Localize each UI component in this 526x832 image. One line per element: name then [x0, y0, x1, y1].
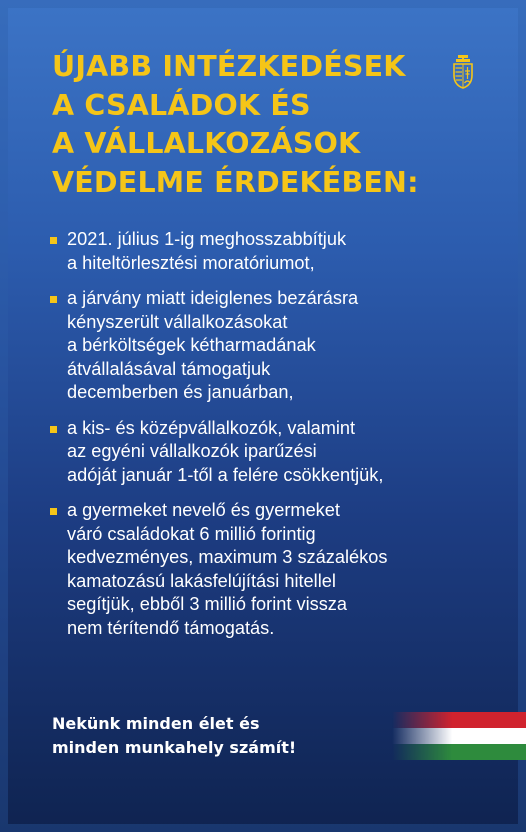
headline-line: A CSALÁDOK ÉS: [52, 88, 311, 122]
list-item-line: kedvezményes, maximum 3 százalékos: [67, 547, 388, 567]
list-item-line: a gyermeket nevelő és gyermeket: [67, 500, 340, 520]
bullet-marker-icon: [50, 237, 57, 244]
list-item-line: a bérköltségek kétharmadának: [67, 335, 316, 355]
list-item-line: átvállalásával támogatjuk: [67, 358, 271, 379]
list-item-text: [67, 287, 490, 405]
headline-line: A VÁLLALKOZÁSOK: [52, 127, 361, 160]
list-item: [50, 417, 490, 488]
list-item-line: váró családokat 6 millió forintig: [67, 523, 316, 544]
list-item: [50, 499, 490, 640]
footer-line: minden munkahely számít!: [52, 738, 297, 757]
list-item-line: segítjük, ebből 3 millió forint vissza: [67, 594, 348, 614]
bullet-marker-icon: [50, 508, 57, 515]
flag-stripe-red: [392, 712, 526, 728]
bullet-marker-icon: [50, 426, 57, 433]
list-item-line: adóját január 1-től a felére csökkentjük,: [67, 464, 384, 485]
flag-stripe-green: [392, 744, 526, 760]
list-item-line: nem térítendő támogatás.: [67, 617, 275, 638]
list-item-line: az egyéni vállalkozók iparűzési: [67, 441, 317, 461]
list-item-line: a járvány miatt ideiglenes bezárásra: [67, 288, 359, 308]
list-item-text: [67, 499, 490, 640]
list-item: [50, 228, 490, 275]
list-item-line: a kis- és középvállalkozók, valamint: [67, 417, 356, 438]
headline-line: ÚJABB INTÉZKEDÉSEK: [52, 50, 406, 83]
list-item: [50, 287, 490, 405]
list-item-text: [67, 417, 490, 488]
list-item-line: 2021. július 1-ig meghosszabbítjuk: [67, 229, 347, 249]
hungarian-coat-of-arms-icon: [452, 55, 474, 89]
measures-list: [50, 228, 490, 652]
list-item-line: kamatozású lakásfelújítási hitellel: [67, 570, 336, 591]
list-item-line: kényszerült vállalkozásokat: [67, 311, 288, 332]
headline-line: VÉDELME ÉRDEKÉBEN:: [52, 165, 419, 199]
footer-slogan: [52, 712, 296, 760]
list-item-text: [67, 228, 490, 275]
footer-line: Nekünk minden élet és: [52, 714, 260, 733]
bullet-marker-icon: [50, 296, 57, 303]
list-item-line: decemberben és januárban,: [67, 382, 294, 402]
headline: [52, 48, 432, 202]
flag-stripe-white: [392, 728, 526, 744]
hungarian-flag-icon: [392, 712, 526, 760]
list-item-line: a hiteltörlesztési moratóriumot,: [67, 252, 315, 273]
